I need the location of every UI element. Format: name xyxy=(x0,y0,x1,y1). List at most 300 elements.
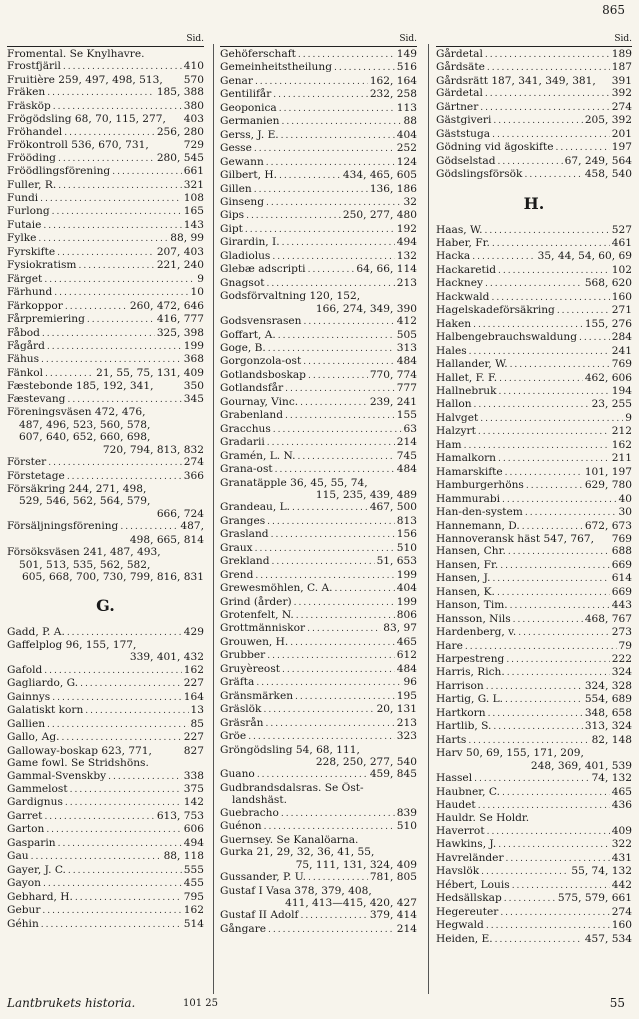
index-entry xyxy=(7,837,204,850)
index-entry xyxy=(436,545,632,558)
dot-leader xyxy=(263,704,374,716)
page-refs: 462, 606 xyxy=(584,371,632,384)
page-refs: 510 xyxy=(396,820,417,833)
dot-leader xyxy=(67,627,182,639)
dot-leader xyxy=(480,413,623,425)
index-entry xyxy=(220,263,417,276)
index-entry xyxy=(7,367,204,380)
index-term: Germanien xyxy=(220,115,280,128)
index-term: Gladiolus xyxy=(220,249,271,262)
page-refs: 155 xyxy=(396,409,417,422)
page-refs: 271 xyxy=(611,304,632,317)
index-entry xyxy=(220,102,417,115)
page-refs: 669 xyxy=(611,585,632,598)
page-refs: 379, 414 xyxy=(369,909,417,922)
page-refs: 30 xyxy=(618,506,632,519)
index-term: Genar xyxy=(220,74,253,87)
dot-leader xyxy=(307,623,381,635)
index-term: Fröödlingsförening xyxy=(7,165,111,178)
index-entry xyxy=(7,340,204,353)
index-entry xyxy=(7,731,204,744)
index-entry xyxy=(7,757,204,769)
dot-leader xyxy=(498,156,563,168)
page-refs: 9 xyxy=(197,272,204,285)
index-term: Gröngödsling 54, 68, 111, xyxy=(220,743,360,756)
index-entry xyxy=(220,277,417,290)
index-term: Hedsällskap xyxy=(436,892,502,905)
index-term: Gränsmärken xyxy=(220,689,294,702)
index-entry xyxy=(7,100,204,113)
dot-leader xyxy=(267,516,395,528)
dot-leader xyxy=(481,866,569,878)
page-refs: 82, 148 xyxy=(591,733,632,746)
index-term: Gramén, L. N. xyxy=(220,449,296,462)
dot-leader xyxy=(255,570,394,582)
index-term: Hartkorn xyxy=(436,706,486,719)
index-term: Gadd, P. A. xyxy=(7,625,65,638)
index-entry xyxy=(436,128,632,141)
index-entry xyxy=(7,677,204,690)
index-term: Gerss, J. E. xyxy=(220,128,279,141)
index-entry xyxy=(436,640,632,653)
index-entry xyxy=(220,690,417,703)
index-term: Ham xyxy=(436,438,462,451)
index-term: Ginseng xyxy=(220,195,264,208)
dot-leader xyxy=(526,480,583,492)
index-term: Guebracho xyxy=(220,806,279,819)
index-term: Hegereuter xyxy=(436,905,499,918)
dot-leader xyxy=(495,934,583,946)
page-refs: 205, 392 xyxy=(584,114,632,127)
page-refs: 214 xyxy=(396,922,417,935)
index-term: Gnagsot xyxy=(220,276,265,289)
index-entry xyxy=(7,86,204,99)
dot-leader xyxy=(58,180,182,192)
page-refs: 20, 131 xyxy=(376,703,417,716)
footer-title: Lantbrukets historia. xyxy=(7,996,136,1010)
index-term: Gårdsrätt 187, 341, 349, 381, xyxy=(436,74,596,87)
index-term: Fräken xyxy=(7,86,46,99)
page-refs: 313, 324 xyxy=(584,720,632,733)
page-refs: 162, 164 xyxy=(369,74,417,87)
page-refs: 113 xyxy=(396,101,417,114)
index-entry-continuation: 75, 111, 131, 324, 409 xyxy=(295,858,417,871)
index-column-3 xyxy=(436,34,632,946)
page-refs: 88, 118 xyxy=(163,850,204,863)
dot-leader xyxy=(257,769,368,781)
index-entry xyxy=(220,382,417,395)
index-entry xyxy=(220,209,417,222)
dot-leader xyxy=(498,265,610,277)
dot-leader xyxy=(485,278,583,290)
page-refs: 85 xyxy=(190,717,204,730)
index-term: Gayon xyxy=(7,877,41,890)
index-term: Gardignus xyxy=(7,796,63,809)
index-term: Fåbod xyxy=(7,326,40,339)
index-term: Hébert, Louis xyxy=(436,878,510,891)
page-refs: 256, 280 xyxy=(156,125,204,138)
index-term: Färget xyxy=(7,272,43,285)
index-term: Haverrot xyxy=(436,824,485,837)
dot-leader xyxy=(273,424,402,436)
index-term: Hammurabi xyxy=(436,492,501,505)
dot-leader xyxy=(308,370,368,382)
index-term: Grandeau, L. xyxy=(220,501,290,514)
index-term: Glebæ adscripti xyxy=(220,263,306,276)
dot-leader xyxy=(44,811,154,823)
dot-leader xyxy=(255,76,368,88)
dot-leader xyxy=(278,330,395,342)
index-term: Frostfjäril xyxy=(7,60,61,73)
index-term: Grottmänniskor xyxy=(220,622,306,635)
index-entry xyxy=(436,141,632,154)
index-entry xyxy=(220,75,417,88)
index-term: Gotlandsfår xyxy=(220,382,284,395)
index-term: Grubber xyxy=(220,649,266,662)
index-entry xyxy=(220,649,417,662)
page-refs: 434, 465, 605 xyxy=(342,169,417,182)
index-entry xyxy=(7,353,204,366)
index-term: Gårdetal xyxy=(436,48,483,60)
page-refs: 729 xyxy=(183,139,204,152)
index-term: Galloway-boskap 623, 771, xyxy=(7,744,152,757)
dot-leader xyxy=(506,853,610,865)
index-entry xyxy=(220,717,417,730)
index-entry xyxy=(220,169,417,182)
index-term: Haudet xyxy=(436,799,476,812)
dot-leader xyxy=(67,394,181,406)
page-refs: 21, 55, 75, 131, 409 xyxy=(96,366,204,379)
sid-label: Sid. xyxy=(399,34,417,44)
dot-leader xyxy=(296,610,395,622)
index-entry xyxy=(7,704,204,717)
page-refs: 442 xyxy=(611,878,632,891)
index-entry xyxy=(436,493,632,506)
dot-leader xyxy=(512,880,610,892)
index-term: Hagelskadeförsäkring xyxy=(436,304,555,317)
dot-leader xyxy=(303,356,395,368)
page-refs: 187 xyxy=(611,61,632,74)
dot-leader xyxy=(500,907,609,919)
index-term: Grouwen, H. xyxy=(220,635,289,648)
index-entry xyxy=(436,358,632,371)
index-entry xyxy=(436,707,632,720)
dot-leader xyxy=(40,193,182,205)
index-entry-continuation: 115, 235, 439, 489 xyxy=(315,488,417,501)
page-refs: 324, 328 xyxy=(584,679,632,692)
dot-leader xyxy=(47,341,182,353)
page-refs: 514 xyxy=(183,917,204,930)
dot-leader xyxy=(499,373,583,385)
dot-leader xyxy=(43,878,182,890)
dot-leader xyxy=(502,494,616,506)
index-term: Gångare xyxy=(220,922,267,935)
dot-leader xyxy=(52,692,182,704)
page-refs: 516 xyxy=(396,61,417,74)
dot-leader xyxy=(268,924,395,936)
index-entry xyxy=(7,259,204,272)
index-entry xyxy=(436,892,632,905)
page-refs: 250, 277, 480 xyxy=(342,209,417,222)
index-term: Grend xyxy=(220,568,254,581)
page-refs: 429 xyxy=(183,625,204,638)
page-refs: 35, 44, 54, 60, 69 xyxy=(537,250,632,263)
dot-leader xyxy=(78,260,154,272)
index-term: Hannoveransk häst 547, 767, xyxy=(436,532,595,545)
index-term: Gussander, P. U. xyxy=(220,871,307,884)
index-term: Godsvensrasen xyxy=(220,315,302,328)
sid-label: Sid. xyxy=(186,34,204,44)
dot-leader xyxy=(47,87,155,99)
page-refs: 410 xyxy=(183,60,204,73)
dot-leader xyxy=(469,346,610,358)
dot-leader xyxy=(65,301,128,313)
index-term: Gebhard, H. xyxy=(7,890,73,903)
page-refs: 51, 653 xyxy=(376,555,417,568)
index-entry xyxy=(436,264,632,277)
index-entry xyxy=(436,277,632,290)
section-heading: H. xyxy=(523,193,545,213)
index-entry xyxy=(436,48,632,61)
index-column-2 xyxy=(220,34,417,936)
index-term: Havreländer xyxy=(436,851,504,864)
page-refs: 213 xyxy=(396,276,417,289)
index-term: Géhin xyxy=(7,917,39,930)
index-entry xyxy=(7,327,204,340)
index-entry xyxy=(7,891,204,904)
index-term: Harris, Rich. xyxy=(436,666,505,679)
page-refs: 40 xyxy=(618,492,632,505)
header-rule xyxy=(436,46,632,47)
index-term: Gallo, Ag. xyxy=(7,731,60,744)
index-entry xyxy=(436,734,632,747)
index-entry xyxy=(7,232,204,245)
page-refs: 199 xyxy=(183,339,204,352)
page-refs: 777 xyxy=(396,382,417,395)
index-term: Grind (årder) xyxy=(220,595,292,608)
page-refs: 74, 132 xyxy=(591,772,632,785)
index-term: Halzyrt xyxy=(436,425,476,438)
page-refs: 101, 197 xyxy=(584,465,632,478)
index-term: Hallon xyxy=(436,398,472,411)
index-term: Fårpremiering xyxy=(7,313,85,326)
page-refs: 404 xyxy=(396,128,417,141)
index-entry xyxy=(436,586,632,599)
dot-leader xyxy=(38,233,168,245)
page-refs: 88 xyxy=(403,115,417,128)
index-term: Gehöferschaft xyxy=(220,48,296,60)
dot-leader xyxy=(518,627,610,639)
index-term: Gemeinheitstheilung xyxy=(220,61,332,74)
page-refs: 155, 276 xyxy=(584,317,632,330)
index-term: Fæstebonde 185, 192, 341, xyxy=(7,380,154,393)
page-refs: 484 xyxy=(396,355,417,368)
header-rule xyxy=(220,46,417,47)
page-refs: 322 xyxy=(611,838,632,851)
index-term: Gödning vid ägoskifte xyxy=(436,141,554,154)
index-term: Game fowl. Se Stridshöns. xyxy=(7,757,149,770)
dot-leader xyxy=(282,237,395,249)
dot-leader xyxy=(465,641,617,653)
dot-leader xyxy=(63,61,182,73)
page-refs: 273 xyxy=(611,626,632,639)
page-refs: 661 xyxy=(183,165,204,178)
index-entry xyxy=(7,393,204,406)
page-refs: 108 xyxy=(183,191,204,204)
index-entry-continuation: 666, 724 xyxy=(156,507,204,520)
index-entry xyxy=(220,609,417,622)
index-entry xyxy=(7,520,204,533)
dot-leader xyxy=(42,905,181,917)
page-refs: 443 xyxy=(611,599,632,612)
dot-leader xyxy=(487,826,610,838)
index-entry xyxy=(220,730,417,743)
page-refs: 207, 403 xyxy=(156,245,204,258)
index-entry xyxy=(220,329,417,342)
index-entry xyxy=(436,237,632,250)
index-term: Grotenfelt, N. xyxy=(220,609,294,622)
index-entry xyxy=(436,572,632,585)
index-term: Fromental. Se Knylhavre. xyxy=(7,48,145,60)
page-refs: 232, 258 xyxy=(369,88,417,101)
dot-leader xyxy=(281,808,395,820)
dot-leader xyxy=(53,101,182,113)
index-term: Harv 50, 69, 155, 171, 209, xyxy=(436,747,584,760)
dot-leader xyxy=(64,127,155,139)
index-entry xyxy=(7,406,204,418)
index-term: Gips xyxy=(220,209,245,222)
dot-leader xyxy=(108,771,182,783)
dot-leader xyxy=(498,839,610,851)
dot-leader xyxy=(334,62,395,74)
page-refs: 745 xyxy=(396,449,417,462)
index-entry xyxy=(220,807,417,820)
section-heading: G. xyxy=(96,595,115,615)
index-term: Havslök xyxy=(436,865,480,878)
dot-leader xyxy=(58,153,155,165)
index-entry xyxy=(436,372,632,385)
index-entry-continuation: 487, 496, 523, 560, 578, xyxy=(19,418,151,431)
page-refs: 457, 534 xyxy=(584,932,632,945)
index-entry xyxy=(436,693,632,706)
index-entry xyxy=(436,613,632,626)
index-term: Fröhandel xyxy=(7,125,63,138)
index-term: Hallet, F. F. xyxy=(436,371,498,384)
dot-leader xyxy=(308,872,368,884)
index-term: Granges xyxy=(220,514,266,527)
dot-leader xyxy=(285,383,395,395)
index-term: Hackwald xyxy=(436,290,490,303)
index-entry xyxy=(220,555,417,568)
index-entry xyxy=(7,918,204,931)
index-term: Grekland xyxy=(220,555,270,568)
index-term: Gasparin xyxy=(7,836,56,849)
page-refs: 156 xyxy=(396,528,417,541)
index-term: Fylke xyxy=(7,232,37,245)
page-refs: 83, 97 xyxy=(383,622,417,635)
index-term: Gurka 21, 29, 32, 36, 41, 55, xyxy=(220,846,375,859)
index-term: Hanson, Tim. xyxy=(436,599,508,612)
dot-leader xyxy=(85,705,188,717)
index-entry xyxy=(220,409,417,422)
dot-leader xyxy=(468,735,589,747)
page-refs: 23, 255 xyxy=(591,398,632,411)
index-entry xyxy=(436,559,632,572)
index-entry xyxy=(436,466,632,479)
index-entry xyxy=(436,786,632,799)
index-entry-continuation: 411, 413—415, 420, 427 xyxy=(285,897,417,909)
index-term: Geoponica xyxy=(220,101,277,114)
page-refs: 527 xyxy=(611,223,632,236)
dot-leader xyxy=(493,115,582,127)
index-entry xyxy=(436,385,632,398)
index-term: Hacka xyxy=(436,250,471,263)
dot-leader xyxy=(300,910,367,922)
index-entry xyxy=(436,75,632,87)
index-term: Fågård xyxy=(7,339,45,352)
index-entry xyxy=(7,470,204,483)
index-entry xyxy=(436,852,632,865)
index-term: Gröe xyxy=(220,730,247,743)
index-term: Hamalkorn xyxy=(436,452,496,465)
dot-leader xyxy=(579,332,610,344)
index-entry xyxy=(7,664,204,677)
index-term: Gotlandsboskap xyxy=(220,368,306,381)
index-entry xyxy=(220,768,417,781)
index-term: Galatiskt korn xyxy=(7,704,84,717)
index-entry xyxy=(436,101,632,114)
page-refs: 494 xyxy=(183,836,204,849)
dot-leader xyxy=(487,62,610,74)
index-term: Furlong xyxy=(7,205,50,218)
dot-leader xyxy=(80,678,182,690)
index-term: Hales xyxy=(436,344,467,357)
index-term: Harpestreng xyxy=(436,653,505,666)
page-refs: 403 xyxy=(183,113,204,126)
index-entry xyxy=(436,799,632,812)
dot-leader xyxy=(44,274,195,286)
index-term: Guernsey. Se Kanalöarna. xyxy=(220,833,359,846)
dot-leader xyxy=(497,587,610,599)
index-entry xyxy=(7,286,204,299)
page-refs: 280, 545 xyxy=(156,151,204,164)
page-refs: 375 xyxy=(183,783,204,796)
page-refs: 813 xyxy=(396,514,417,527)
index-term: Gräfta xyxy=(220,676,255,689)
index-entry xyxy=(220,436,417,449)
page-refs: 325, 398 xyxy=(156,326,204,339)
index-term: Godsförvaltning 120, 152, xyxy=(220,290,361,303)
index-entry xyxy=(436,331,632,344)
index-term: Färkoppor xyxy=(7,299,63,312)
page-refs: 9 xyxy=(625,411,632,424)
page-refs: 458, 540 xyxy=(584,168,632,181)
index-entry xyxy=(7,745,204,757)
index-entry xyxy=(436,533,632,545)
index-entry-continuation: 228, 250, 277, 540 xyxy=(315,756,417,769)
index-entry xyxy=(436,747,632,759)
index-entry xyxy=(220,515,417,528)
index-entry xyxy=(220,834,417,846)
page-refs: 162 xyxy=(183,663,204,676)
dot-leader xyxy=(485,49,610,61)
index-term: Gödselstad xyxy=(436,154,496,167)
index-entry xyxy=(436,87,632,100)
dot-leader xyxy=(522,521,583,533)
index-term: Hegwald xyxy=(436,919,484,932)
dot-leader xyxy=(246,210,341,222)
column-divider xyxy=(213,44,214,994)
